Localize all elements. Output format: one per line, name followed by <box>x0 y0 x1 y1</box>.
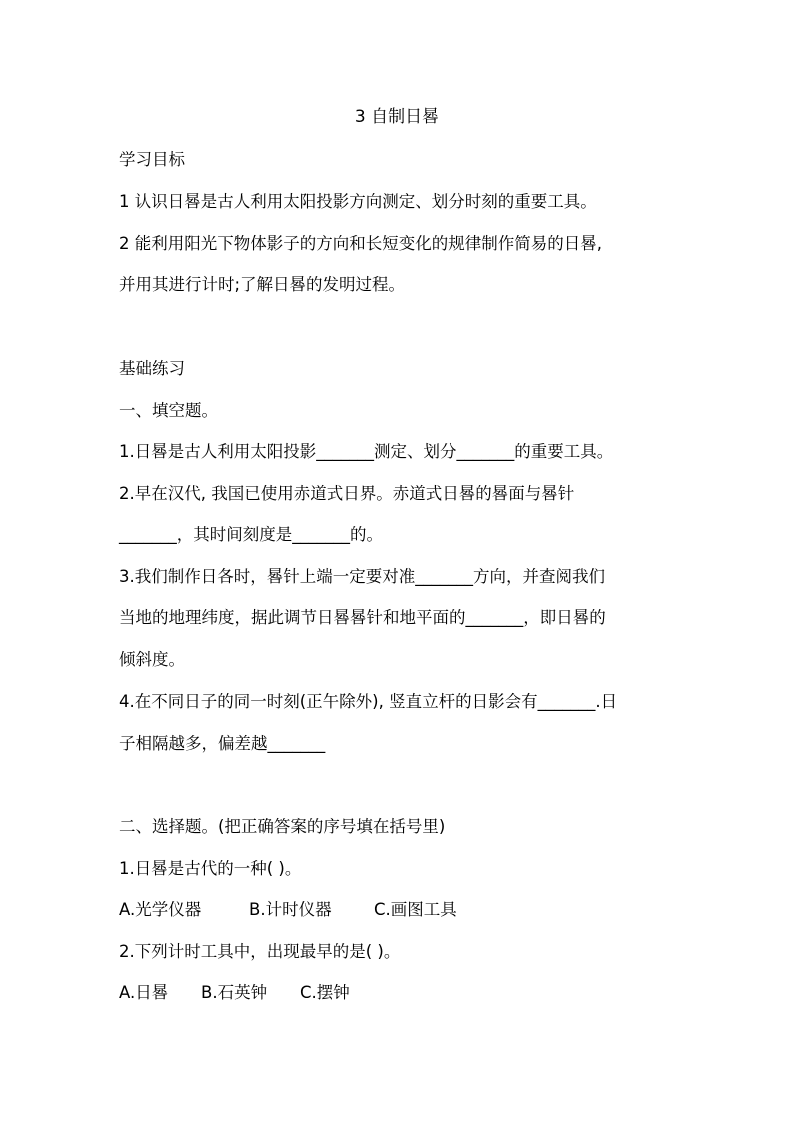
practice-heading: 基础练习 <box>119 359 185 378</box>
choice-option: B.石英钟 <box>201 983 268 1002</box>
fill-blank-question-3-line-2: 当地的地理纬度，据此调节日晷晷针和地平面的_______，即日晷的 <box>119 608 606 627</box>
fill-blank-heading: 一、填空题。 <box>119 401 218 420</box>
choice-question-2: 2.下列计时工具中，出现最早的是( )。 <box>119 942 401 961</box>
choice-question-1-options <box>119 898 457 922</box>
choice-heading: 二、选择题。(把正确答案的序号填在括号里) <box>119 817 446 836</box>
choice-option: C.画图工具 <box>374 900 457 919</box>
fill-blank-question-2-line-1: 2.早在汉代, 我国已使用赤道式日界。赤道式日晷的晷面与晷针 <box>119 484 575 503</box>
choice-option: A.光学仪器 <box>119 900 202 919</box>
document-title: 3 自制日晷 <box>354 107 440 127</box>
fill-blank-question-3-line-3: 倾斜度。 <box>119 650 185 669</box>
objective-item-1: 1 认识日晷是古人利用太阳投影方向测定、划分时刻的重要工具。 <box>119 192 597 211</box>
fill-blank-question-3-line-1: 3.我们制作日各时，晷针上端一定要对准_______方向，并查阅我们 <box>119 567 605 586</box>
fill-blank-question-4-line-1: 4.在不同日子的同一时刻(正午除外), 竖直立杆的日影会有_______.日 <box>119 692 618 711</box>
objective-item-2-line-1: 2 能利用阳光下物体影子的方向和长短变化的规律制作简易的日晷, <box>119 234 602 253</box>
choice-question-1: 1.日晷是古代的一种( )。 <box>119 859 302 878</box>
choice-option: C.摆钟 <box>300 983 350 1002</box>
choice-option: B.计时仪器 <box>249 900 332 919</box>
choice-question-2-options <box>119 981 350 1005</box>
fill-blank-question-2-line-2: _______，其时间刻度是_______的。 <box>119 525 383 544</box>
fill-blank-question-1: 1.日晷是古人利用太阳投影_______测定、划分_______的重要工具。 <box>119 442 614 461</box>
objectives-heading: 学习目标 <box>119 150 185 169</box>
choice-option: A.日晷 <box>119 983 169 1002</box>
fill-blank-question-4-line-2: 子相隔越多，偏差越_______ <box>119 734 326 753</box>
objective-item-2-line-2: 并用其进行计时;了解日晷的发明过程。 <box>119 275 406 294</box>
